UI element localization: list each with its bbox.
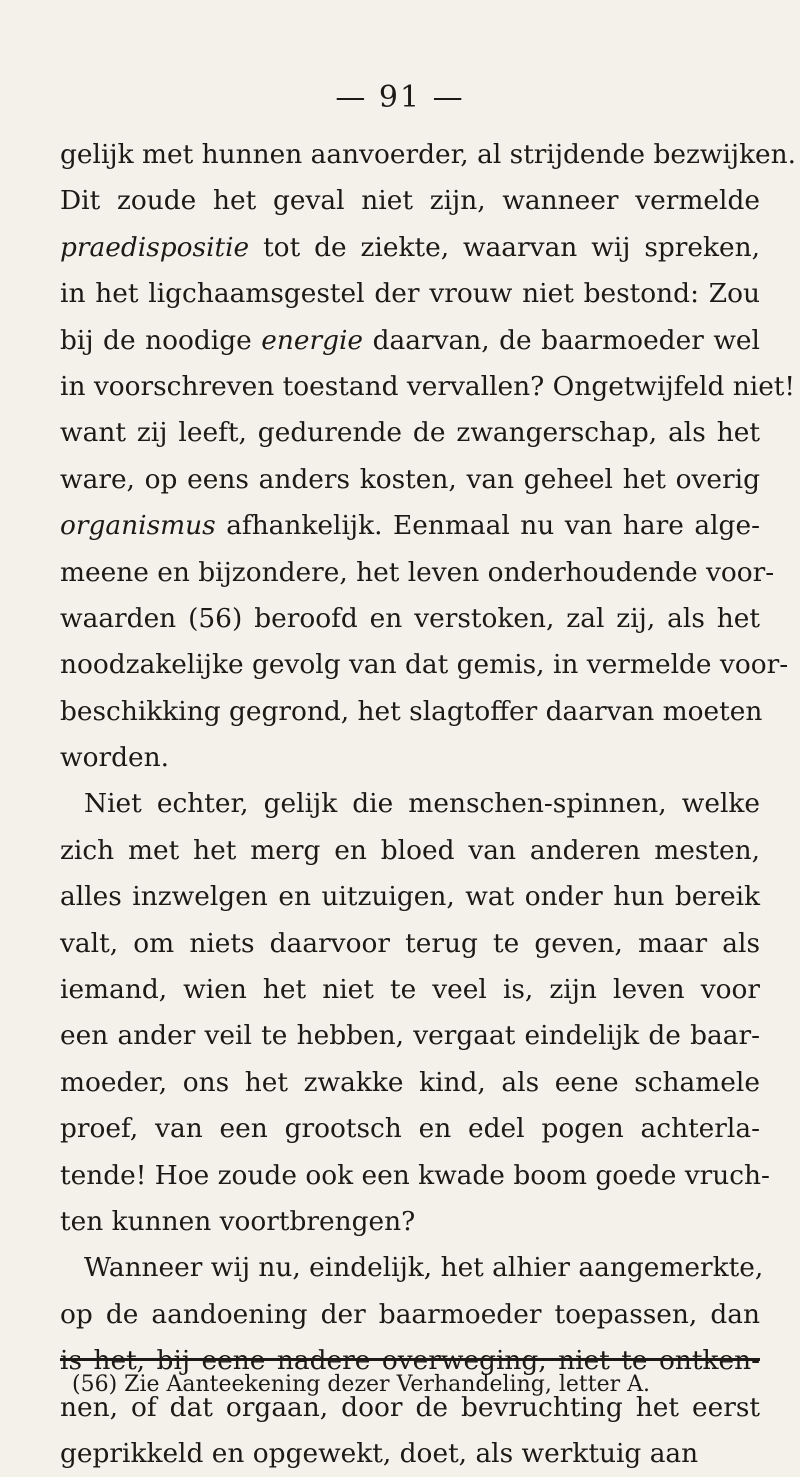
- text-segment: tende! Hoe zoude ook een kwade boom goede vruch-: [60, 1159, 770, 1191]
- text-segment: geprikkeld en opgewekt, doet, als werktuig aan: [60, 1437, 699, 1469]
- text-segment: ten kunnen voortbrengen?: [60, 1205, 416, 1237]
- text-segment: meene en bijzondere, het leven onderhoudende voor-: [60, 556, 775, 588]
- text-line: [60, 596, 760, 642]
- text-line: [60, 1060, 760, 1106]
- text-segment: is het, bij eene nadere overweging, niet te ontken-: [60, 1345, 760, 1377]
- text-segment: Niet echter, gelijk die menschen-spinnen, welke: [84, 788, 760, 820]
- text-line: [60, 828, 760, 874]
- text-line: [60, 1106, 760, 1152]
- text-line: [60, 1199, 760, 1245]
- text-line: [60, 410, 760, 456]
- text-line: [60, 781, 760, 827]
- text-segment: alles inzwelgen en uitzuigen, wat onder hun bereik: [60, 881, 760, 913]
- body-text: [60, 132, 797, 1477]
- text-line: [60, 1292, 760, 1338]
- text-line: [60, 271, 760, 317]
- text-segment: iemand, wien het niet te veel is, zijn leven voor: [60, 974, 760, 1006]
- text-segment: daarvan, de baarmoeder wel: [363, 324, 760, 356]
- text-line: [60, 1153, 770, 1199]
- text-segment: moeder, ons het zwakke kind, als eene schamele: [60, 1066, 760, 1098]
- text-segment: waarden (56) beroofd en verstoken, zal zij, als het: [60, 602, 760, 634]
- text-line: [60, 225, 760, 271]
- text-segment: nen, of dat orgaan, door de bevruchting het eerst: [60, 1391, 760, 1423]
- text-segment: Wanneer wij nu, eindelijk, het alhier aangemerkte,: [84, 1252, 764, 1284]
- text-segment: ware, op eens anders kosten, van geheel het overig: [60, 463, 760, 495]
- text-segment: worden.: [60, 742, 169, 774]
- text-segment: een ander veil te hebben, vergaat eindelijk de baar-: [60, 1020, 760, 1052]
- text-segment: proef, van een grootsch en edel pogen achterla-: [60, 1113, 760, 1145]
- text-line: [60, 550, 775, 596]
- text-segment: beschikking gegrond, het slagtoffer daarvan moeten: [60, 695, 763, 727]
- text-segment: noodzakelijke gevolg van dat gemis, in vermelde voor-: [60, 649, 789, 681]
- text-line: [60, 132, 797, 178]
- text-segment: gelijk met hunnen aanvoerder, al strijdende bezwijken.: [60, 139, 797, 170]
- text-segment: afhankelijk. Eenmaal nu van hare alge-: [215, 510, 760, 542]
- text-line: [60, 874, 760, 920]
- text-segment: zich met het merg en bloed van anderen mesten,: [60, 834, 760, 866]
- text-segment: tot de ziekte, waarvan wij spreken,: [249, 231, 760, 263]
- text-segment: valt, om niets daarvoor terug te geven, maar als: [60, 927, 760, 959]
- footnote-divider: [60, 1358, 760, 1361]
- text-line: [60, 689, 763, 735]
- text-line: [60, 503, 760, 549]
- text-line: [60, 1013, 760, 1059]
- italic-term: praedispositie: [60, 231, 250, 263]
- italic-term: organismus: [60, 510, 216, 542]
- footnote: (56) Zie Aanteekening dezer Verhandeling, letter A.: [72, 1372, 650, 1397]
- text-segment: bij de noodige: [60, 324, 262, 356]
- italic-term: energie: [261, 324, 364, 356]
- text-segment: in voorschreven toestand vervallen? Ongetwijfeld niet!: [60, 370, 796, 402]
- text-segment: want zij leeft, gedurende de zwangerschap, als het: [60, 417, 760, 449]
- text-line: [60, 364, 796, 410]
- text-line: [60, 735, 760, 781]
- page-number: — 91 —: [335, 80, 465, 115]
- text-segment: op de aandoening der baarmoeder toepassen, dan: [60, 1298, 760, 1330]
- text-line: [60, 318, 760, 364]
- text-line: [60, 178, 760, 224]
- text-line: [60, 642, 789, 688]
- text-line: [60, 921, 760, 967]
- text-line: [60, 457, 760, 503]
- text-segment: in het ligchaamsgestel der vrouw niet bestond: Zou: [60, 278, 760, 310]
- text-segment: Dit zoude het geval niet zijn, wanneer vermelde: [60, 185, 760, 217]
- text-line: [60, 967, 760, 1013]
- text-line: [60, 1245, 764, 1291]
